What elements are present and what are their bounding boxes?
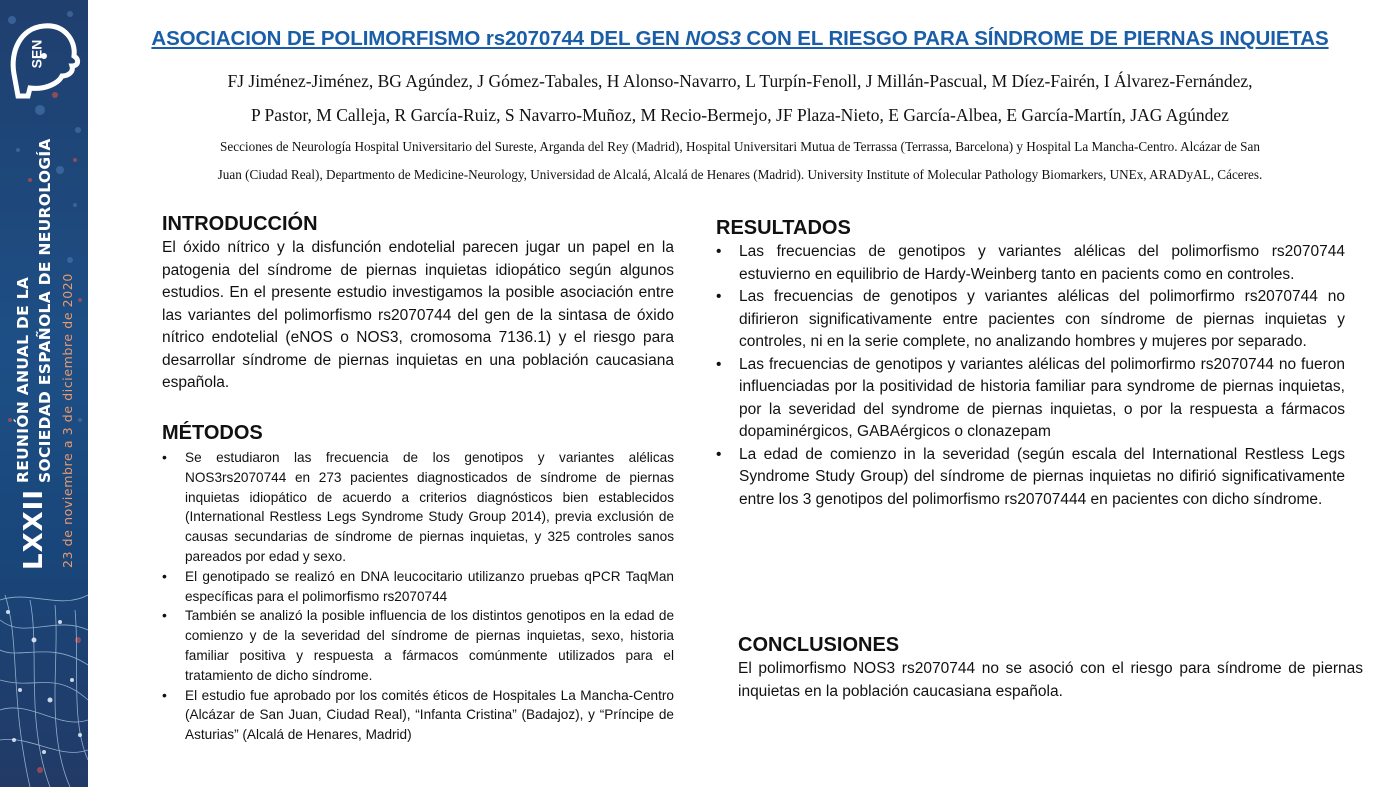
conclusions-heading: CONCLUSIONES xyxy=(738,634,900,656)
conclusions-section xyxy=(738,632,1363,703)
title-part1: ASOCIACION DE POLIMORFISMO rs2070744 DEL GEN xyxy=(151,27,686,50)
results-section xyxy=(716,215,1345,511)
sidebar-banner xyxy=(0,0,88,787)
methods-list xyxy=(162,448,674,745)
results-item: • Las frecuencias de genotipos y variantes alélicas del polimorfirmo rs2070744 no fueron influenciadas por la positividad de historia familiar para syndrome de piernas inquietas, por la severidad del syndrome de piernas inquietas, o por la respuesta a fármacos dopaminérgicos, GABAérgicos o clonazepam xyxy=(716,354,1345,444)
methods-item: • El genotipado se realizó en DNA leucocitario utilizanzo pruebas qPCR TaqMan específicas para el polimorfismo rs2070744 xyxy=(162,567,674,607)
methods-section xyxy=(162,420,674,745)
methods-item: • Se estudiaron las frecuencia de los genotipos y variantes alélicas NOS3rs2070744 en 273 pacientes diagnosticados de síndrome de piernas inquietas idiopático de acuerdo a criterios diagnósticos bien establecidos (International Restless Legs Syndrome Study Group 2014), previa exclusión de causas secundarias de síndrome de piernas inquietas, y 325 controles sanos pareados por edad y sexo. xyxy=(162,448,674,567)
intro-text: El óxido nítrico y la disfunción endotelial parecen jugar un papel en la patogenia del síndrome de piernas inquietas idiopático según algunos estudios. En el presente estudio investigamos la posible asociación entre las variantes del polimorfismo rs2070744 del gen de la sintasa de óxido nítrico endotelial (eNOS o NOS3, cromosoma 7136.1) y el riesgo para desarrollar síndrome de piernas inquietas en una población caucasiana española. xyxy=(162,239,674,391)
title-part2: CON EL RIESGO PARA SÍNDROME DE PIERNAS INQUIETAS xyxy=(740,27,1329,50)
results-item: • Las frecuencias de genotipos y variantes alélicas del polimorfirmo rs2070744 no difirieron significativamente entre pacientes con síndrome de piernas inquietas y controles, ni en la serie complete, no analizando hombres y mujeres por separado. xyxy=(716,286,1345,354)
results-heading: RESULTADOS xyxy=(716,217,851,239)
event-title xyxy=(8,138,60,570)
event-name xyxy=(8,138,56,483)
poster-header xyxy=(120,24,1360,188)
event-dates: 23 de noviembre a 3 de diciembre de 2020 xyxy=(60,273,75,568)
authors-line2: P Pastor, M Calleja, R García-Ruiz, S Navarro-Muñoz, M Recio-Bermejo, JF Plaza-Nieto, E García-Albea, E García-Martín, JAG Agúndez xyxy=(251,105,1229,125)
methods-item: • El estudio fue aprobado por los comités éticos de Hospitales La Mancha-Centro (Alcázar de San Juan, Ciudad Real), “Infanta Cristina” (Badajoz), y “Príncipe de Asturias” (Alcalá de Henares, Madrid) xyxy=(162,686,674,745)
affiliation-line1: Secciones de Neurología Hospital Universitario del Sureste, Arganda del Rey (Madrid), Hospital Universitari Mutua de Terrassa (Terrassa, Barcelona) y Hospital La Mancha-Centro. Alcázar de San xyxy=(220,139,1260,154)
authors-line1: FJ Jiménez-Jiménez, BG Agúndez, J Gómez-Tabales, H Alonso-Navarro, L Turpín-Fenoll, J Millán-Pascual, M Díez-Fairén, I Álvarez-Fernández, xyxy=(227,71,1253,91)
poster-title xyxy=(120,24,1360,54)
methods-item: • También se analizó la posible influencia de los distintos genotipos en la edad de comienzo y de la severidad del síndrome de piernas inquietas, sexo, historia familiar positiva y respuesta a fármacos comúnmente utilizados para el tratamiento de dicho síndrome. xyxy=(162,606,674,685)
results-item: • La edad de comienzo in la severidad (según escala del International Restless Legs Syndrome Study Group) del síndrome de piernas inquietas no difirió significativamente entre los 3 genotipos del polimorfismo rs20707444 en pacientes con dicho síndrome. xyxy=(716,444,1345,512)
affiliation-line2: Juan (Ciudad Real), Departmento de Medicine-Neurology, Universidad de Alcalá, Alcalá de Henares (Madrid). University Institute of Molecular Pathology Biomarkers, UNEx, ARADyAL, Cáceres. xyxy=(217,167,1263,182)
event-name-line1: REUNIÓN ANUAL DE LA xyxy=(14,276,32,483)
event-number: LXXII xyxy=(19,488,49,570)
results-list xyxy=(716,241,1345,511)
title-gene: NOS3 xyxy=(685,27,741,50)
methods-heading: MÉTODOS xyxy=(162,422,263,444)
conclusions-text: El polimorfismo NOS3 rs2070744 no se asoció con el riesgo para síndrome de piernas inquietas en la población caucasiana española. xyxy=(738,660,1363,700)
neuron-mesh-icon xyxy=(0,595,88,787)
results-item: • Las frecuencias de genotipos y variantes alélicas del polimorfismo rs2070744 estuvierno en equilibrio de Hardy-Weinberg tanto en pacients como en controles. xyxy=(716,241,1345,286)
event-name-line2: SOCIEDAD ESPAÑOLA DE NEUROLOGÍA xyxy=(36,138,54,483)
sen-logo-text: SEN xyxy=(28,39,45,69)
intro-section xyxy=(162,211,674,395)
sen-logo-icon xyxy=(13,26,77,96)
intro-heading: INTRODUCCIÓN xyxy=(162,213,318,235)
